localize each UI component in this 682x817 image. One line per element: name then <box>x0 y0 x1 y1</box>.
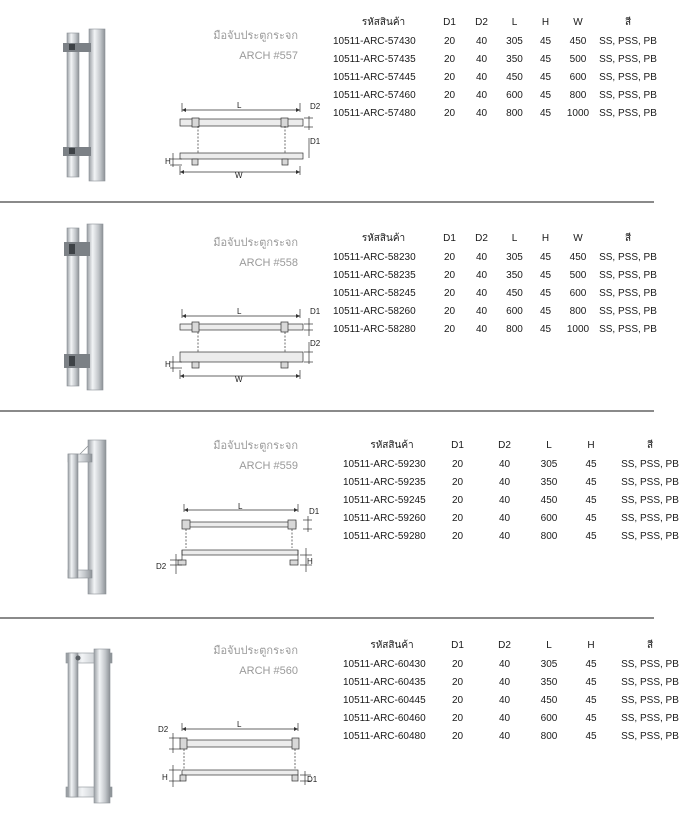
table-row <box>343 455 681 473</box>
model-name: ARCH #559 <box>239 460 298 472</box>
cell-color: SS, PSS, PB <box>599 71 657 83</box>
product-code: 10511-ARC-58260 <box>333 305 416 317</box>
cell-color: SS, PSS, PB <box>599 269 657 281</box>
cell-d2: 40 <box>475 53 488 65</box>
cell-h: 45 <box>585 476 597 488</box>
cell-d1: 20 <box>443 287 456 299</box>
cell-d1: 20 <box>443 71 456 83</box>
cell-d1: 20 <box>451 712 464 724</box>
header-cell: H <box>541 17 550 28</box>
product-code: 10511-ARC-60430 <box>343 658 426 670</box>
table-row <box>343 655 681 673</box>
cell-color: SS, PSS, PB <box>599 53 657 65</box>
dim-label-h: H <box>307 557 313 566</box>
header-cell: H <box>587 440 595 451</box>
spec-table <box>343 636 681 745</box>
header-cell: L <box>546 440 552 451</box>
cell-d2: 40 <box>498 476 511 488</box>
cell-color: SS, PSS, PB <box>621 694 679 706</box>
dim-label-h: H <box>165 157 171 166</box>
cell-d2: 40 <box>498 658 511 670</box>
dim-label-h: H <box>162 773 168 782</box>
cell-d1: 20 <box>443 107 456 119</box>
dim-label-top: D2 <box>310 102 321 111</box>
header-cell: สี <box>624 233 632 244</box>
cell-w: 600 <box>569 287 587 299</box>
header-cell: W <box>573 17 583 28</box>
cell-l: 600 <box>506 89 523 101</box>
handle-photo <box>58 436 114 596</box>
header-cell: L <box>546 640 552 651</box>
cell-l: 450 <box>540 694 558 706</box>
cell-d1: 20 <box>443 305 456 317</box>
dim-label-l: L <box>237 101 242 110</box>
product-code: 10511-ARC-60460 <box>343 712 426 724</box>
cell-l: 350 <box>506 53 523 65</box>
table-row <box>333 266 660 284</box>
cell-w: 1000 <box>566 323 590 335</box>
product-code: 10511-ARC-60435 <box>343 676 426 688</box>
cell-h: 45 <box>585 712 597 724</box>
cell-d2: 40 <box>475 71 488 83</box>
product-section-arch-558 <box>0 205 682 410</box>
dim-label-l: L <box>237 720 242 729</box>
product-code: 10511-ARC-59245 <box>343 494 426 506</box>
product-code: 10511-ARC-58280 <box>333 323 416 335</box>
cell-d2: 40 <box>498 512 511 524</box>
cell-d1: 20 <box>443 269 456 281</box>
caption-thai: มือจับประตูกระจก <box>213 440 298 452</box>
cell-d2: 40 <box>475 269 488 281</box>
dim-label-top: D2 <box>158 725 169 734</box>
table-row <box>333 86 660 104</box>
product-caption <box>170 233 298 273</box>
cell-h: 45 <box>539 251 552 263</box>
cell-d2: 40 <box>498 712 511 724</box>
product-code: 10511-ARC-57430 <box>333 35 416 47</box>
product-code: 10511-ARC-60445 <box>343 694 426 706</box>
cell-d2: 40 <box>475 305 488 317</box>
header-cell: สี <box>646 640 654 651</box>
cell-color: SS, PSS, PB <box>621 658 679 670</box>
table-row <box>333 68 660 86</box>
cell-d2: 40 <box>475 107 488 119</box>
header-cell: รหัสสินค้า <box>370 440 414 451</box>
cell-color: SS, PSS, PB <box>621 476 679 488</box>
cell-l: 800 <box>540 730 558 742</box>
cell-d1: 20 <box>451 458 464 470</box>
dim-label-top: D1 <box>309 507 320 516</box>
header-cell: D1 <box>443 233 456 244</box>
cell-l: 305 <box>506 35 523 47</box>
cell-color: SS, PSS, PB <box>599 89 657 101</box>
header-cell: D1 <box>451 640 464 651</box>
cell-d1: 20 <box>443 323 456 335</box>
table-row <box>333 320 660 338</box>
cell-h: 45 <box>585 512 597 524</box>
dim-label-side: D1 <box>310 137 321 146</box>
header-cell: รหัสสินค้า <box>361 233 406 244</box>
product-code: 10511-ARC-58245 <box>333 287 416 299</box>
cell-w: 450 <box>569 251 587 263</box>
header-cell: H <box>587 640 595 651</box>
cell-l: 305 <box>540 458 558 470</box>
cell-l: 350 <box>506 269 523 281</box>
cell-d2: 40 <box>498 676 511 688</box>
cell-h: 45 <box>585 694 597 706</box>
cell-l: 450 <box>506 71 523 83</box>
cell-l: 450 <box>540 494 558 506</box>
cell-h: 45 <box>585 658 597 670</box>
handle-photo <box>56 647 120 807</box>
dimension-diagram <box>163 98 333 182</box>
cell-d1: 20 <box>451 530 464 542</box>
cell-h: 45 <box>539 71 552 83</box>
product-caption <box>170 26 298 66</box>
cell-l: 800 <box>506 323 523 335</box>
table-header-row <box>333 13 660 32</box>
spec-table <box>333 229 660 338</box>
section-divider <box>0 410 654 412</box>
dim-label-l: L <box>238 502 243 511</box>
cell-color: SS, PSS, PB <box>621 712 679 724</box>
caption-thai: มือจับประตูกระจก <box>213 30 298 42</box>
table-header-row <box>333 229 660 248</box>
cell-d2: 40 <box>475 287 488 299</box>
cell-h: 45 <box>539 287 552 299</box>
model-name: ARCH #557 <box>239 50 298 62</box>
cell-d1: 20 <box>443 89 456 101</box>
spec-table <box>343 436 681 545</box>
cell-d2: 40 <box>475 323 488 335</box>
dim-label-side: D2 <box>156 562 167 571</box>
product-section-arch-557 <box>0 0 682 200</box>
product-caption <box>170 641 298 681</box>
cell-d2: 40 <box>498 494 511 506</box>
caption-thai: มือจับประตูกระจก <box>213 237 298 249</box>
cell-color: SS, PSS, PB <box>599 107 657 119</box>
model-name: ARCH #560 <box>239 665 298 677</box>
cell-l: 600 <box>540 712 558 724</box>
table-row <box>343 491 681 509</box>
handle-photo <box>55 25 115 185</box>
table-row <box>343 709 681 727</box>
spec-table <box>333 13 660 122</box>
cell-color: SS, PSS, PB <box>621 512 679 524</box>
cell-d2: 40 <box>475 89 488 101</box>
dimension-diagram <box>163 302 333 388</box>
cell-h: 45 <box>539 89 552 101</box>
cell-color: SS, PSS, PB <box>599 305 657 317</box>
header-cell: D2 <box>475 233 488 244</box>
product-code: 10511-ARC-58235 <box>333 269 416 281</box>
caption-thai: มือจับประตูกระจก <box>213 645 298 657</box>
dimension-diagram <box>155 719 330 799</box>
cell-h: 45 <box>539 269 552 281</box>
cell-w: 800 <box>569 305 587 317</box>
header-cell: H <box>541 233 550 244</box>
table-row <box>343 509 681 527</box>
cell-d2: 40 <box>498 730 511 742</box>
cell-l: 305 <box>506 251 523 263</box>
cell-d1: 20 <box>451 512 464 524</box>
product-code: 10511-ARC-59260 <box>343 512 426 524</box>
header-cell: สี <box>624 17 632 28</box>
section-divider <box>0 201 654 203</box>
cell-l: 600 <box>506 305 523 317</box>
header-cell: สี <box>646 440 654 451</box>
dim-label-w: W <box>235 171 243 180</box>
cell-d2: 40 <box>475 35 488 47</box>
dim-label-h: H <box>165 360 171 369</box>
cell-d1: 20 <box>451 730 464 742</box>
table-row <box>333 32 660 50</box>
table-row <box>343 673 681 691</box>
product-code: 10511-ARC-59230 <box>343 458 426 470</box>
cell-l: 305 <box>540 658 558 670</box>
dim-label-l: L <box>237 307 242 316</box>
cell-d1: 20 <box>451 676 464 688</box>
cell-d2: 40 <box>498 530 511 542</box>
cell-l: 350 <box>540 676 558 688</box>
cell-d1: 20 <box>443 35 456 47</box>
product-caption <box>170 436 298 476</box>
cell-l: 600 <box>540 512 558 524</box>
cell-d1: 20 <box>443 53 456 65</box>
cell-color: SS, PSS, PB <box>599 287 657 299</box>
header-cell: รหัสสินค้า <box>361 17 406 28</box>
handle-photo <box>55 220 115 395</box>
table-row <box>343 527 681 545</box>
cell-h: 45 <box>539 107 552 119</box>
table-row <box>333 284 660 302</box>
cell-h: 45 <box>585 730 597 742</box>
product-code: 10511-ARC-59235 <box>343 476 426 488</box>
header-cell: D1 <box>443 17 456 28</box>
cell-color: SS, PSS, PB <box>599 251 657 263</box>
section-divider <box>0 617 654 619</box>
product-code: 10511-ARC-58230 <box>333 251 416 263</box>
table-row <box>333 248 660 266</box>
product-code: 10511-ARC-57460 <box>333 89 416 101</box>
cell-color: SS, PSS, PB <box>599 35 657 47</box>
cell-color: SS, PSS, PB <box>621 494 679 506</box>
product-code: 10511-ARC-59280 <box>343 530 426 542</box>
table-row <box>343 691 681 709</box>
cell-h: 45 <box>539 35 552 47</box>
product-code: 10511-ARC-57480 <box>333 107 416 119</box>
header-cell: W <box>573 233 583 244</box>
product-code: 10511-ARC-57435 <box>333 53 416 65</box>
cell-h: 45 <box>585 458 597 470</box>
product-code: 10511-ARC-57445 <box>333 71 416 83</box>
cell-color: SS, PSS, PB <box>621 676 679 688</box>
table-row <box>333 50 660 68</box>
dim-label-side: D1 <box>307 775 318 784</box>
header-cell: D2 <box>475 17 488 28</box>
cell-d2: 40 <box>498 458 511 470</box>
cell-l: 800 <box>506 107 523 119</box>
header-cell: D2 <box>498 640 511 651</box>
cell-h: 45 <box>585 494 597 506</box>
dim-label-top: D1 <box>310 307 321 316</box>
header-cell: D1 <box>451 440 464 451</box>
table-header-row <box>343 636 681 655</box>
cell-l: 450 <box>506 287 523 299</box>
cell-d1: 20 <box>451 476 464 488</box>
header-cell: รหัสสินค้า <box>370 640 414 651</box>
product-section-arch-559 <box>0 414 682 614</box>
header-cell: L <box>511 233 518 244</box>
cell-color: SS, PSS, PB <box>621 730 679 742</box>
product-section-arch-560 <box>0 621 682 817</box>
dimension-diagram <box>150 502 325 578</box>
header-cell: D2 <box>498 440 511 451</box>
model-name: ARCH #558 <box>239 257 298 269</box>
cell-d2: 40 <box>475 251 488 263</box>
cell-w: 1000 <box>566 107 590 119</box>
cell-h: 45 <box>539 53 552 65</box>
cell-w: 800 <box>569 89 587 101</box>
product-code: 10511-ARC-60480 <box>343 730 426 742</box>
table-row <box>343 727 681 745</box>
table-header-row <box>343 436 681 455</box>
table-row <box>343 473 681 491</box>
cell-w: 600 <box>569 71 587 83</box>
cell-d1: 20 <box>451 658 464 670</box>
cell-color: SS, PSS, PB <box>621 530 679 542</box>
cell-color: SS, PSS, PB <box>621 458 679 470</box>
cell-h: 45 <box>539 323 552 335</box>
dim-label-w: W <box>235 375 243 384</box>
cell-d2: 40 <box>498 694 511 706</box>
cell-h: 45 <box>539 305 552 317</box>
cell-h: 45 <box>585 676 597 688</box>
header-cell: L <box>511 17 518 28</box>
cell-l: 800 <box>540 530 558 542</box>
cell-w: 500 <box>569 53 587 65</box>
cell-w: 500 <box>569 269 587 281</box>
cell-w: 450 <box>569 35 587 47</box>
dim-label-side: D2 <box>310 339 321 348</box>
cell-d1: 20 <box>451 494 464 506</box>
cell-l: 350 <box>540 476 558 488</box>
cell-h: 45 <box>585 530 597 542</box>
cell-d1: 20 <box>451 694 464 706</box>
table-row <box>333 302 660 320</box>
cell-color: SS, PSS, PB <box>599 323 657 335</box>
cell-d1: 20 <box>443 251 456 263</box>
table-row <box>333 104 660 122</box>
